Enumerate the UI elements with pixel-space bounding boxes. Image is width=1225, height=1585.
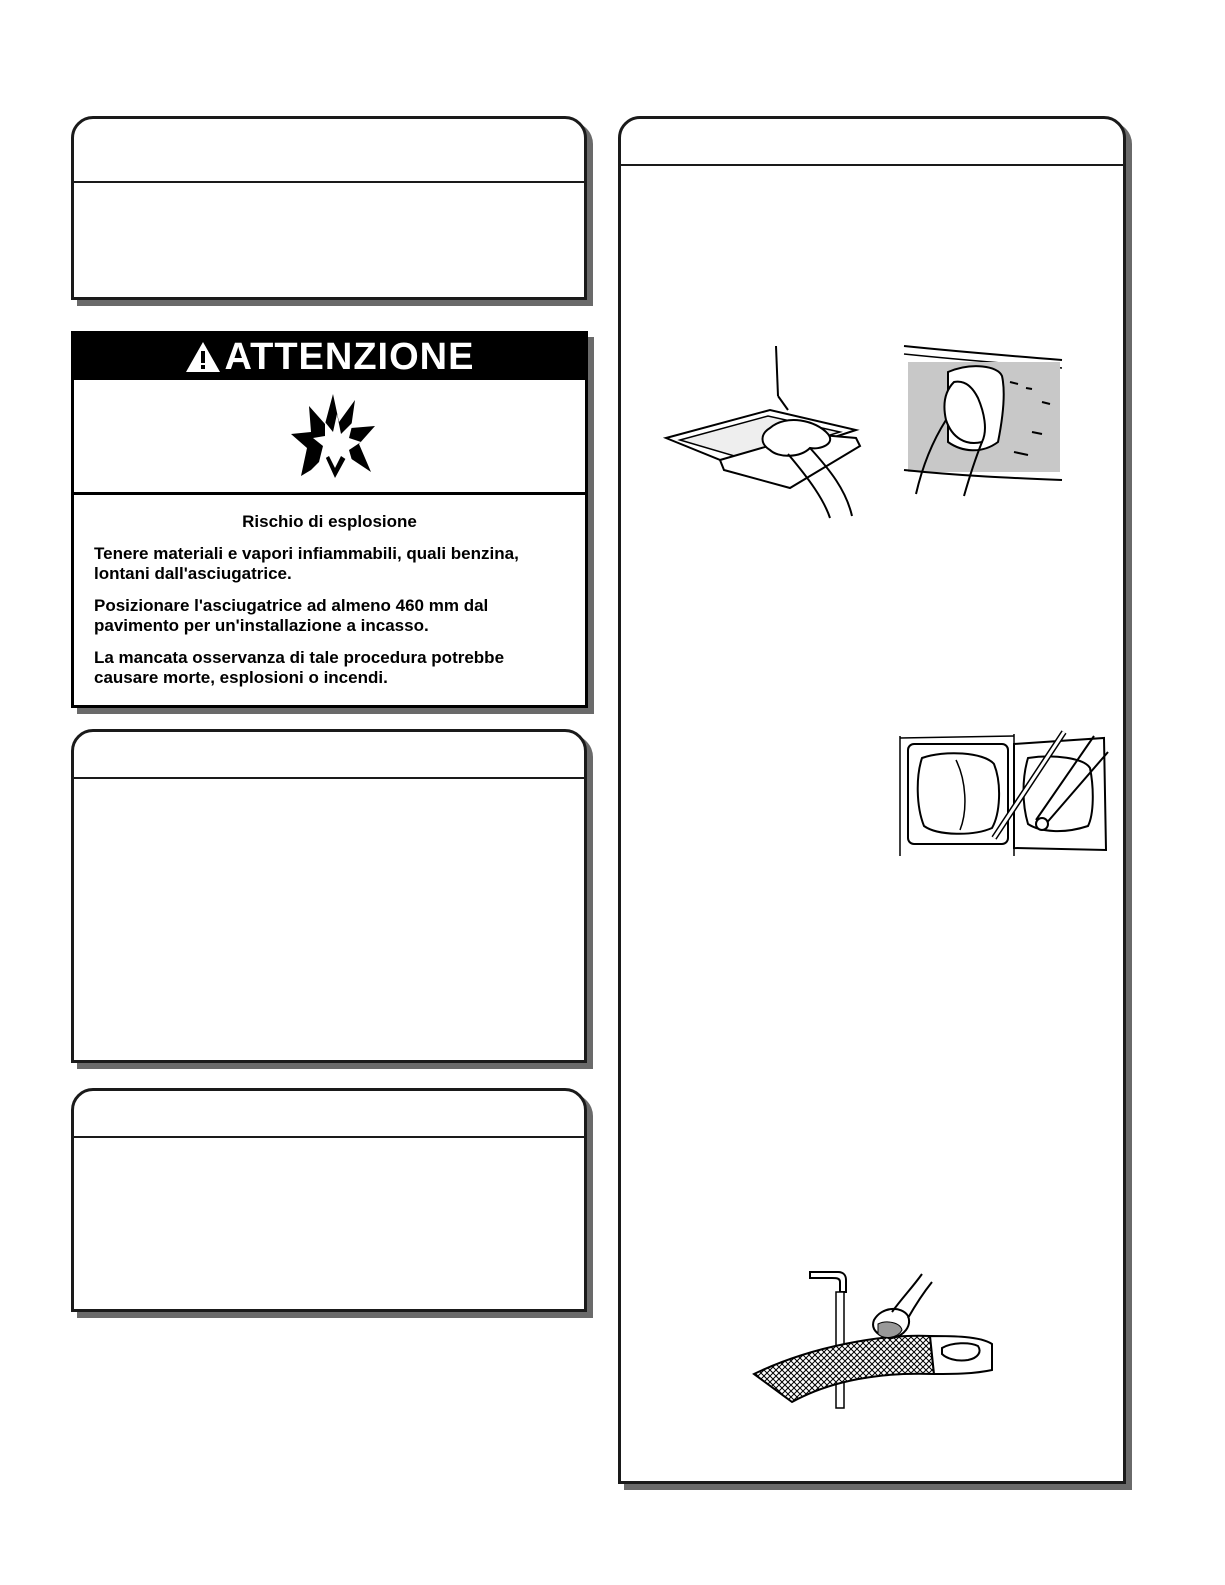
warning-risk: Rischio di esplosione <box>242 512 417 531</box>
panel-header <box>74 1091 584 1138</box>
info-panel-top-left <box>71 116 587 300</box>
panel-header <box>74 732 584 779</box>
panel-header <box>621 119 1123 166</box>
lint-screen-wipe-illustration <box>660 340 870 520</box>
warning-box <box>71 331 588 708</box>
warning-line-3: La mancata osservanza di tale procedura potrebbe causare morte, esplosioni o incendi. <box>94 648 505 687</box>
warning-icon-area <box>74 380 585 495</box>
warning-header <box>74 334 585 380</box>
warning-line-2: Posizionare l'asciugatrice ad almeno 460 mm dal pavimento per un'installazione a incasso. <box>94 596 489 635</box>
lint-screen-rinse-illustration <box>752 1262 1002 1412</box>
drum-cleaning-illustration <box>902 342 1064 498</box>
explosion-icon <box>289 392 379 482</box>
panel-header <box>74 119 584 183</box>
warning-triangle-icon <box>185 341 221 373</box>
warning-line-1: Tenere materiali e vapori infiammabili, quali benzina, lontani dall'asciugatrice. <box>94 544 519 583</box>
warning-heading: ATTENZIONE <box>224 335 475 378</box>
info-panel-bottom-left <box>71 1088 587 1312</box>
info-panel-middle-left <box>71 729 587 1063</box>
vacuum-lint-housing-illustration <box>894 730 1110 858</box>
warning-text <box>94 512 565 700</box>
